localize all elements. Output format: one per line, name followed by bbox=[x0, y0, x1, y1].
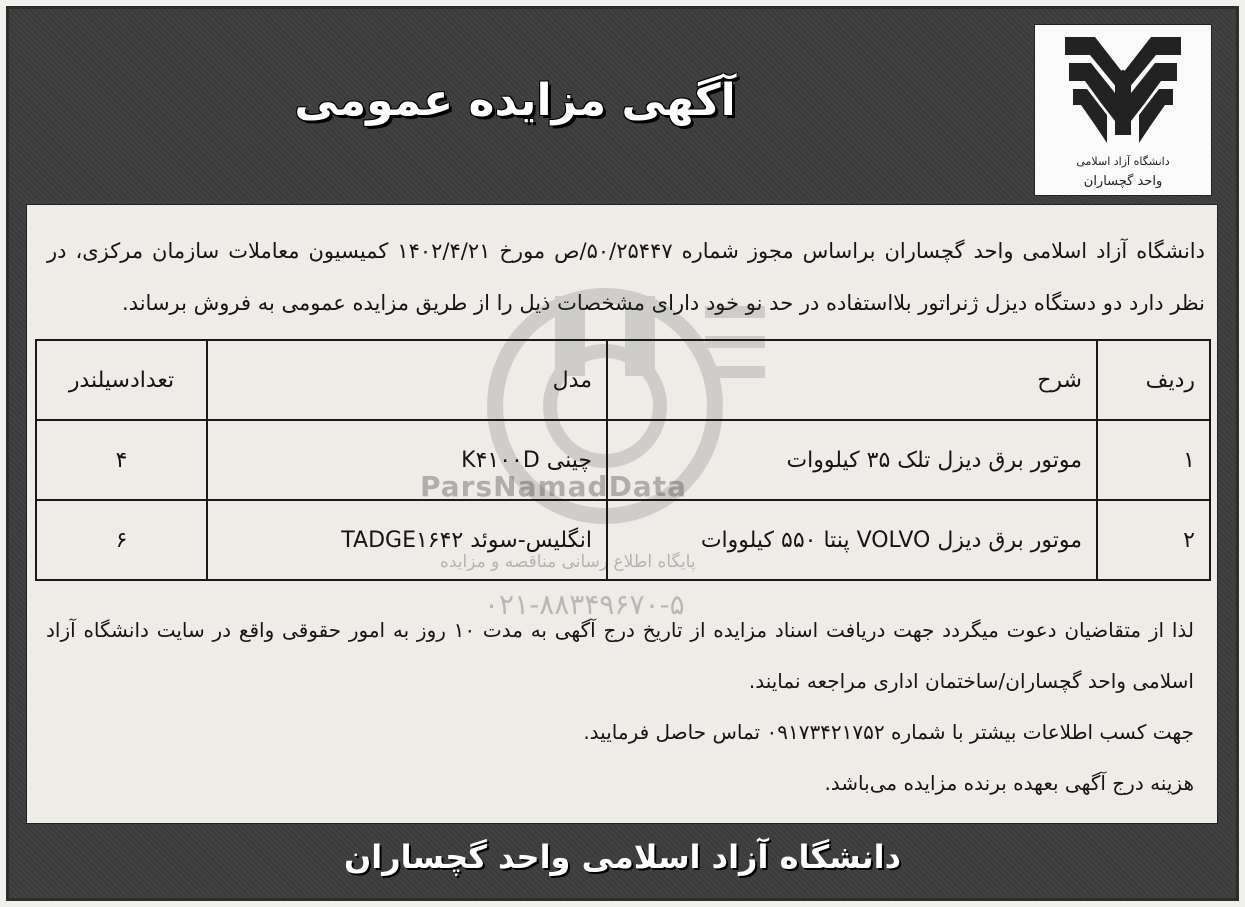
svg-text:دانشگاه آزاد اسلامی: دانشگاه آزاد اسلامی bbox=[1076, 155, 1170, 168]
notice-title: آگهی مزایده عمومی bbox=[294, 75, 736, 126]
details-paragraph-contact: جهت کسب اطلاعات بیشتر با شماره ۰۹۱۷۳۴۲۱۷۵۲ تماس حاصل فرمایید. bbox=[583, 720, 1194, 744]
row-model: چینی K۴۱۰۰D bbox=[207, 420, 607, 500]
footer-signature: دانشگاه آزاد اسلامی واحد گچساران bbox=[343, 838, 902, 876]
details-paragraph-documents: لذا از متقاضیان دعوت میگردد جهت دریافت اسناد مزایده از تاریخ درج آگهی به مدت ۱۰ روز به امور حقوقی واقع در سایت دانشگاه آزاد اسلامی واحد گچساران/ساختمان اداری مراجعه نمایند. bbox=[46, 618, 1194, 693]
row-index: ۲ bbox=[1097, 500, 1210, 580]
header-description: شرح bbox=[607, 340, 1097, 420]
header-cylinders: تعدادسیلندر bbox=[36, 340, 207, 420]
details-section bbox=[46, 605, 1194, 809]
header-model: مدل bbox=[207, 340, 607, 420]
table-row bbox=[36, 500, 1210, 580]
table-row bbox=[36, 420, 1210, 500]
watermark-tagline: پایگاه اطلاع رسانی مناقصه و مزایده bbox=[440, 552, 696, 572]
table-header-row bbox=[36, 340, 1210, 420]
generator-table bbox=[35, 339, 1211, 581]
row-index: ۱ bbox=[1097, 420, 1210, 500]
watermark-brand: ParsNamadData bbox=[420, 470, 687, 503]
row-cylinders: ۶ bbox=[36, 500, 207, 580]
watermark-phone: ۰۲۱-۸۸۳۴۹۶۷۰-۵ bbox=[484, 588, 685, 621]
details-paragraph-cost: هزینه درج آگهی بعهده برنده مزایده می‌باشد. bbox=[824, 771, 1194, 795]
row-description: موتور برق دیزل VOLVO پنتا ۵۵۰ کیلووات bbox=[607, 500, 1097, 580]
intro-paragraph: دانشگاه آزاد اسلامی واحد گچساران براساس مجوز شماره ۵۰/۲۵۴۴۷/ص مورخ ۱۴۰۲/۴/۲۱ کمیسیون معاملات سازمان مرکزی، در نظر دارد دو دستگاه دیزل ژنراتور بلااستفاده در حد نو خود دارای مشخصات ذیل را از طریق مزایده عمومی به فروش برساند. bbox=[47, 239, 1205, 315]
row-cylinders: ۴ bbox=[36, 420, 207, 500]
university-logo bbox=[1034, 24, 1212, 196]
header-index: ردیف bbox=[1097, 340, 1210, 420]
row-model: انگلیس-سوئد TADGE۱۶۴۲ bbox=[207, 500, 607, 580]
logo-caption: واحد گچساران bbox=[1083, 174, 1163, 189]
university-emblem-icon bbox=[1035, 25, 1211, 195]
row-description: موتور برق دیزل تلک ۳۵ کیلووات bbox=[607, 420, 1097, 500]
